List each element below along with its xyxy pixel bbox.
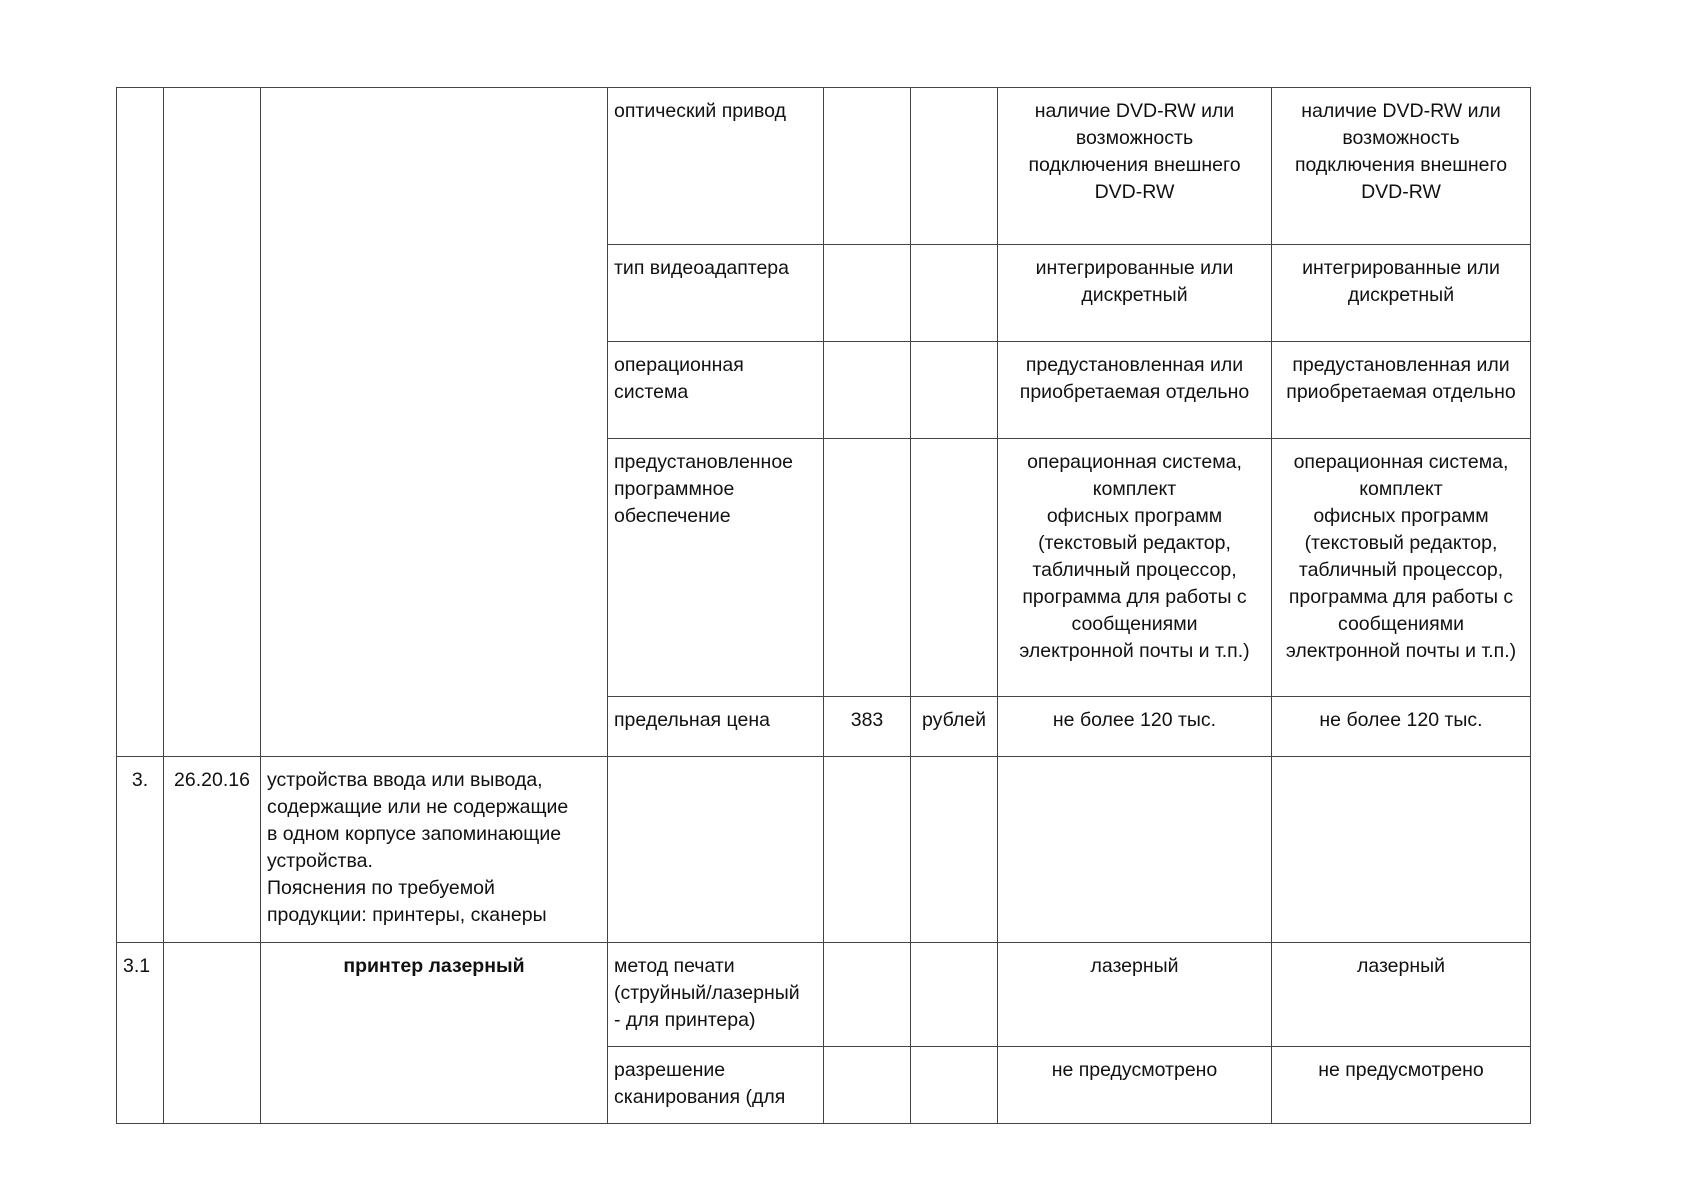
characteristic-cell: предельная цена <box>608 697 824 757</box>
value-cell-1: не более 120 тыс. <box>998 697 1272 757</box>
value-cell-1: лазерный <box>998 943 1272 1047</box>
unit-name-cell: рублей <box>911 697 998 757</box>
value-cell-2: лазерный <box>1272 943 1531 1047</box>
value-cell-2: интегрированные или дискретный <box>1272 245 1531 342</box>
unit-code-cell: 383 <box>824 697 911 757</box>
table-row <box>117 88 1531 245</box>
value-cell-2: операционная система, комплект офисных программ (текстовый редактор, табличный процессор, программа для работы с сообщениями электронной почты и т.п.) <box>1272 439 1531 697</box>
product-name-cell <box>261 88 608 757</box>
unit-code-cell <box>824 245 911 342</box>
row-number-cell: 3.1 <box>117 943 164 1124</box>
product-name-cell: принтер лазерный <box>261 943 608 1124</box>
okpd-code-cell <box>164 88 261 757</box>
specification-table <box>116 87 1531 1124</box>
unit-code-cell <box>824 1047 911 1124</box>
unit-name-cell <box>911 88 998 245</box>
table-row <box>117 757 1531 943</box>
value-cell-2 <box>1272 757 1531 943</box>
value-cell-1: операционная система, комплект офисных программ (текстовый редактор, табличный процессор, программа для работы с сообщениями электронной почты и т.п.) <box>998 439 1272 697</box>
value-cell-1: интегрированные или дискретный <box>998 245 1272 342</box>
unit-name-cell <box>911 1047 998 1124</box>
value-cell-2: наличие DVD-RW или возможность подключения внешнего DVD-RW <box>1272 88 1531 245</box>
okpd-code-cell <box>164 943 261 1124</box>
unit-name-cell <box>911 245 998 342</box>
value-cell-1: предустановленная или приобретаемая отдельно <box>998 342 1272 439</box>
unit-name-cell <box>911 757 998 943</box>
unit-code-cell <box>824 439 911 697</box>
unit-code-cell <box>824 757 911 943</box>
product-name-cell: устройства ввода или вывода, содержащие или не содержащие в одном корпусе запоминающие устройства. Пояснения по требуемой продукции: принтеры, сканеры <box>261 757 608 943</box>
value-cell-1: не предусмотрено <box>998 1047 1272 1124</box>
table-row <box>117 943 1531 1047</box>
value-cell-2: не более 120 тыс. <box>1272 697 1531 757</box>
value-cell-1: наличие DVD-RW или возможность подключения внешнего DVD-RW <box>998 88 1272 245</box>
characteristic-cell: операционная система <box>608 342 824 439</box>
characteristic-cell: тип видеоадаптера <box>608 245 824 342</box>
unit-name-cell <box>911 943 998 1047</box>
unit-code-cell <box>824 88 911 245</box>
row-number-cell: 3. <box>117 757 164 943</box>
unit-name-cell <box>911 342 998 439</box>
value-cell-1 <box>998 757 1272 943</box>
value-cell-2: не предусмотрено <box>1272 1047 1531 1124</box>
unit-code-cell <box>824 943 911 1047</box>
characteristic-cell: предустановленное программное обеспечение <box>608 439 824 697</box>
okpd-code-cell: 26.20.16 <box>164 757 261 943</box>
value-cell-2: предустановленная или приобретаемая отдельно <box>1272 342 1531 439</box>
row-number-cell <box>117 88 164 757</box>
characteristic-cell: метод печати (струйный/лазерный - для принтера) <box>608 943 824 1047</box>
characteristic-cell: оптический привод <box>608 88 824 245</box>
characteristic-cell: разрешение сканирования (для <box>608 1047 824 1124</box>
unit-code-cell <box>824 342 911 439</box>
unit-name-cell <box>911 439 998 697</box>
characteristic-cell <box>608 757 824 943</box>
